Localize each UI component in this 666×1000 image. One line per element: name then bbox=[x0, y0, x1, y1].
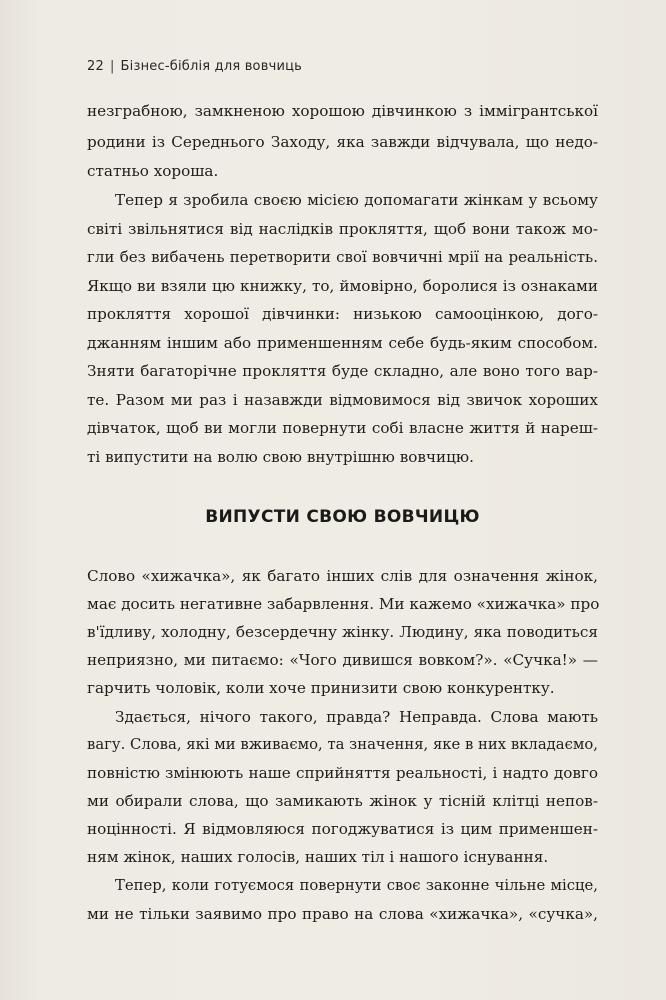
text-line: Слово «хижачка», як багато інших слів для означення жінок, bbox=[87, 567, 598, 585]
text-line: Якщо ви взяли цю книжку, то, ймовірно, боролися із ознаками bbox=[87, 277, 598, 295]
text-line: незграбною, замкненою хорошою дівчинкою з іммігрантської bbox=[87, 102, 598, 120]
text-line: ням жінок, наших голосів, наших тіл і нашого існування. bbox=[87, 848, 549, 866]
header-separator: | bbox=[109, 59, 115, 74]
page-number: 22 bbox=[87, 59, 104, 74]
text-line: гарчить чоловік, коли хоче принизити свою конкурентку. bbox=[87, 679, 555, 697]
text-line: те. Разом ми раз і назавжди відмовимося від звичок хороших bbox=[87, 391, 598, 409]
text-line: Тепер я зробила своєю місією допомагати жінкам у всьому bbox=[115, 191, 598, 209]
text-line: гли без вибачень перетворити свої вовчичні мрії на реальність. bbox=[87, 248, 598, 266]
text-line: Зняти багаторічне прокляття буде складно, але воно того вар- bbox=[87, 362, 598, 380]
text-line: ми обирали слова, що замикають жінок у тісній клітці непов- bbox=[87, 792, 598, 810]
text-line: прокляття хорошої дівчинки: низькою самооцінкою, дого- bbox=[87, 305, 598, 323]
text-line: ми не тільки заявимо про право на слова «хижачка», «сучка», bbox=[87, 905, 598, 923]
text-line: дівчаток, щоб ви могли повернути собі власне життя й нареш- bbox=[87, 419, 598, 437]
text-line: вагу. Слова, які ми вживаємо, та значення, яке в них вкладаємо, bbox=[87, 736, 598, 753]
text-line: Здається, нічого такого, правда? Неправда. Слова мають bbox=[115, 708, 598, 726]
text-line: родини із Середнього Заходу, яка завжди відчувала, що недо- bbox=[87, 133, 598, 151]
text-line: має досить негативне забарвлення. Ми кажемо «хижачка» про bbox=[87, 595, 600, 613]
text-line: ті випустити на волю свою внутрішню вовчицю. bbox=[87, 448, 474, 466]
text-line: неприязно, ми питаємо: «Чого дивишся вовком?». «Сучка!» — bbox=[87, 651, 598, 669]
text-line: ноцінності. Я відмовляюся погоджуватися із цим применшен- bbox=[87, 820, 598, 838]
running-header bbox=[87, 59, 302, 74]
text-line: джанням іншим або применшенням себе будь-яким способом. bbox=[87, 334, 598, 352]
text-line: повністю змінюють наше сприйняття реальності, і надто довго bbox=[87, 764, 598, 782]
text-line: Тепер, коли готуємося повернути своє законне чільне місце, bbox=[115, 877, 598, 894]
book-title: Бізнес-біблія для вовчиць bbox=[120, 59, 303, 74]
text-line: світі звільнятися від наслідків прокляття, щоб вони також мо- bbox=[87, 220, 598, 238]
section-heading: ВИПУСТИ СВОЮ ВОВЧИЦЮ bbox=[205, 507, 480, 527]
text-line: в'їдливу, холодну, безсердечну жінку. Людину, яка поводиться bbox=[87, 623, 598, 641]
text-line: статньо хороша. bbox=[87, 162, 219, 180]
